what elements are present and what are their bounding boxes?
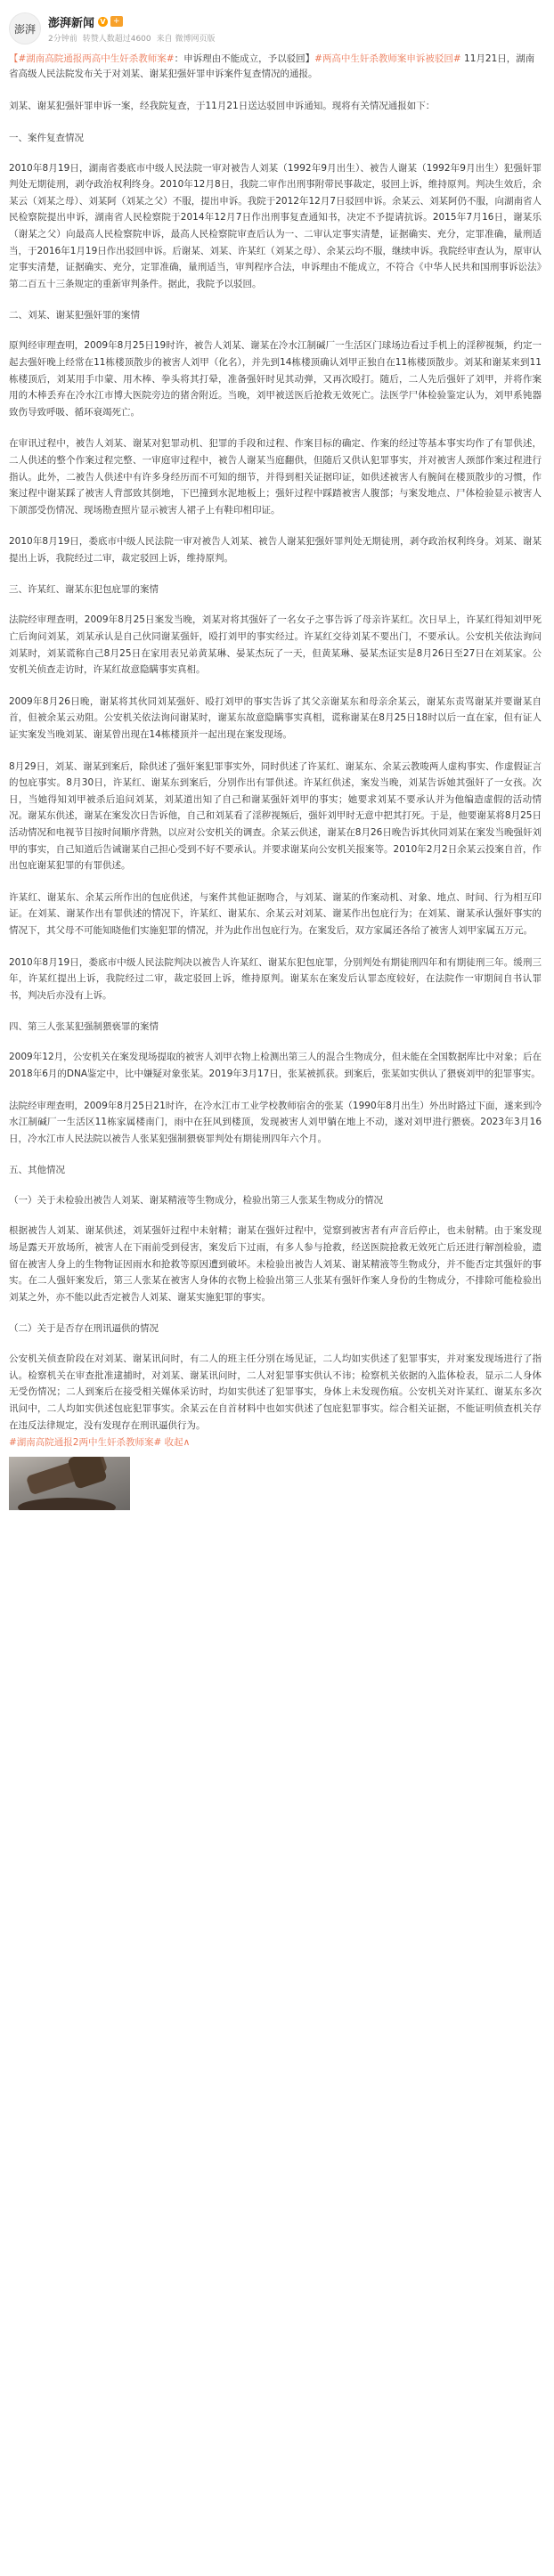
section-heading: 二、刘某、谢某犯强奸罪的案情 <box>9 310 140 321</box>
body-paragraph: 2010年8月19日，娄底市中级人民法院判决以被告人许某红、谢某东犯包庇罪，分别判处有期徒刑四年和有期徒刑三年。缓刑三年，许某红提出上诉，我院经过二审，裁定驳回上诉，维持原判。谢某东在案发后认罪态度较好，在法院作一审期间自书认罪书，判决后亦没有上诉。 <box>9 956 542 1001</box>
body-paragraph: 刘某、谢某犯强奸罪申诉一案，经我院复查，于11月21日送达驳回申诉通知。现将有关情况通报如下： <box>9 101 436 111</box>
post-meta <box>48 32 216 44</box>
section-heading: 五、其他情况 <box>9 1165 65 1176</box>
gavel-base-shape <box>18 1498 116 1510</box>
post-image[interactable] <box>9 1457 130 1510</box>
hashtag-link[interactable]: 【#湖南高院通报两高中生奸杀教师案# <box>9 53 175 64</box>
section-heading: 一、案件复查情况 <box>9 132 84 143</box>
body-paragraph: 2010年8月19日，娄底市中级人民法院一审对被告人刘某、被告人谢某犯强奸罪判处无期徒刑，剥夺政治权利终身。刘某、谢某提出上诉，我院经过二审，裁定驳回上诉，维持原判。 <box>9 536 542 564</box>
post-header <box>9 0 542 48</box>
body-paragraph: 2009年12月，公安机关在案发现场提取的被害人刘甲衣物上检测出第三人的混合生物成分，但未能在全国数据库比中对象；后在2018年6月的DNA鉴定中，比中嫌疑对象张某。2019年3月17日，张某被抓获。到案后，张某如实供认了猥亵刘甲的犯罪事实。 <box>9 1052 542 1079</box>
body-paragraph: 8月29日，刘某、谢某到案后，除供述了强奸案犯罪事实外，同时供述了许某红、谢某东、余某云教唆两人虚构事实、作虚假证言的包庇事实。8月30日，许某红、谢某东到案后，分别作出有罪供述。许某红供述，案发当晚，刘某告诉她其强奸了一女孩。次日，当她得知刘甲被杀后追问刘某，刘某道出知了自己和谢某强奸刘甲的事实；她要求刘某不要承认并为他编造虚假的活动情况。谢某东供述，谢某在案发次日告诉他，自己和刘某看了淫秽视频后，强奸刘甲时无意中把其打死。于是，他要谢某将8月25日活动情况和电视节目按时间顺序背熟，以应对公安机关的调查。余某云供述，谢某在8月26日晚告诉其伙同刘某在案发当晚强奸刘甲的事实，自己知道后告诫谢某自己担心受到不好不要承认。并要求谢某向公安机关报案等。2010年2月2日余某云投案自首，作出包庇谢某犯罪的有罪供述。 <box>9 760 542 872</box>
collapse-button[interactable]: 收起∧ <box>164 1437 191 1449</box>
verified-icon: V <box>98 17 108 27</box>
member-icon: + <box>110 16 123 27</box>
body-paragraph: 2009年8月26日晚，谢某将其伙同刘某强奸、殴打刘甲的事实告诉了其父亲谢某东和母亲余某云，谢某东责骂谢某并要谢某自首，但被余某云劝阻。公安机关依法询问谢某时，谢某东故意隐瞒事实真相，谎称谢某在8月25日18时以后一直在家，但有证人证实案发当晚刘某、谢某曾出现在14栋楼顶并一起出现在案发现场。 <box>9 695 542 741</box>
hashtag-link-footer[interactable]: #湖南高院通报2两中生奸杀教师案# <box>9 1437 162 1449</box>
section-heading: 四、第三人张某犯强制猥亵罪的案情 <box>9 1021 159 1033</box>
body-paragraph: 原判经审理查明，2009年8月25日19时许，被告人刘某、谢某在冷水江制碱厂一生活区门球场边看过手机上的淫秽视频，约定一起去强奸晚上经常在11栋楼顶散步的被害人刘甲（化名），并先到14栋楼顶确认刘甲正独自在11栋楼顶散步。刘某和谢某来到11栋楼顶后，刘某用手巾蒙、用木棒、拳头将其打晕，准备强奸时见其动弹，又再次殴打。随后，二人先后强奸了刘甲，并将作案用的木棒丢弃在冷水江市博大医院旁边的猪舍附近。当晚，刘甲被送医后抢救无效死亡。法医学尸体检验鉴定认为，刘甲系钝器致伤导致呼吸、循环衰竭死亡。 <box>9 340 542 418</box>
body-paragraph: 公安机关侦查阶段在对刘某、谢某讯问时，有二人的班主任分别在场见证，二人均如实供述了犯罪事实，并对案发现场进行了指认。检察机关在审查批准逮捕时，对刘某、谢某讯问时，二人对犯罪事实供认不讳；检察机关依据的入监体检表，显示二人身体无受伤情况；二人到案后在接受相关媒体采访时，均如实供述了犯罪事实，身体上未发现伤痕。公安机关对许某红、谢某东多次讯问中，二人均如实供述包庇犯罪事实。余某云在自首材料中也如实供述了包庇犯罪事实。综合相关证据，不能证明侦查机关存在违反法律规定，没有发现存在刑讯逼供行为。 <box>9 1353 542 1431</box>
gavel-head-shape <box>67 1457 107 1490</box>
body-paragraph: 2010年8月19日，湖南省娄底市中级人民法院一审对被告人刘某（1992年9月出生）、被告人谢某（1992年9月出生）犯强奸罪判处无期徒刑，剥夺政治权利终身。2010年12月8日，我院二审作出刑事附带民事裁定，驳回上诉，维持原判。判决生效后，余某云（刘某之母）、刘某阿（刘某之父）不服，提出申诉。我院于2012年12月7日驳回申诉。余某云、刘某阿仍不服，向湖南省人民检察院提出申诉，湖南省人民检察院于2014年12月7日作出刑事复查通知书，决定不予提请抗诉。2015年7月16日，谢某乐（谢某之父）向最高人民检察院申诉，最高人民检察院审查后认为一、二审认定事实清楚，证据确实、充分，定罪准确，量刑适当，于2016年1月19日作出驳回申诉。后谢某、刘某、许某红（刘某之母）、余某云均不服，继续申诉。我院经审查认为，原审认定事实清楚，证据确实、充分，定罪准确，量刑适当，审判程序合法，申诉理由不能成立，不符合《中华人民共和国刑事诉讼法》第二百五十三条规定的重新审判条件。据此，我院予以驳回。 <box>9 162 542 289</box>
body-paragraph: 许某红、谢某东、余某云所作出的包庇供述，与案件其他证据吻合，与刘某、谢某的作案动机、对象、地点、时间、行为相互印证。在刘某、谢某作出有罪供述的情况下，许某红、谢某东、余某云对刘某、谢某作出包庇行为；在刘某、谢某承认强奸事实的情况下，其父母不可能知晓他们实施犯罪的情况，并为此作出包庇行为。在案发后，双方家属还各给了被害人刘甲家属五万元。 <box>9 891 542 936</box>
intro-text: ：申诉理由不能成立，予以驳回】 <box>174 53 315 64</box>
body-paragraph: 法院经审理查明，2009年8月25日案发当晚，刘某对将其强奸了一名女子之事告诉了母亲许某红。次日早上，许某红得知刘甲死亡后询问刘某，刘某承认是自己伙同谢某强奸，殴打刘甲的事实经过。许某红交待刘某不要出门，不要承认。公安机关依法询问刘某时，刘某谎称自己8月25日在家用表兄弟黄某琳、晏某杰玩了一天，但黄某琳、晏某杰证实是8月26日至27日在刘某家。公安机关侦查走访时，许某红故意隐瞒事实真相。 <box>9 614 542 676</box>
section-heading: 三、许某红、谢某东犯包庇罪的案情 <box>9 584 159 596</box>
hashtag-link-2[interactable]: #两高中生奸杀教师案申诉被驳回# <box>314 53 461 64</box>
intro-text-2: 11月21日，湖南省高级人民法院发布关于对刘某、谢某犯强奸罪申诉案件复查情况的通报。 <box>9 53 535 79</box>
post-intro <box>9 52 542 82</box>
body-paragraph: 法院经审理查明，2009年8月25日21时许，在冷水江市工业学校教师宿舍的张某（1990年8月出生）外出时路过下面，遂来到冷水江制碱厂一生活区11栋家属楼南门，雨中在狂风到楼顶，发现被害人刘甲躺在地上不动，遂对刘甲进行猥亵。2023年3月16日，冷水江市人民法院以被告人张某犯强制猥亵罪判处有期徒刑四年六个月。 <box>9 1100 542 1144</box>
post-source: 来自 微博网页版 <box>156 35 216 44</box>
body-paragraph: 根据被告人刘某、谢某供述，刘某强奸过程中未射精；谢某在强奸过程中，觉察到被害者有声音后停止，也未射精。由于案发现场是露天开放场所，被害人在下雨前受到侵害，案发后下过雨，有多人参与抢救，经送医院抢救无效死亡后还进行解剖检验，遗留在被害人身上的生物物证因雨水和抢救等原因遭到破坏。未检验出被告人刘某、谢某精液等生物成分，并不能否定其强奸的事实。在二人强奸案发后，第三人张某在被害人身体的衣物上检验出第三人张某有强奸作案人身份的生物成分，不排除可能检验出刘某之外，亦不能以此否定被告人刘某、谢某实施犯罪的事实。 <box>9 1225 542 1303</box>
section-heading: （二）关于是否存在刑讯逼供的情况 <box>9 1323 159 1335</box>
post-footer <box>9 1434 542 1451</box>
author-row <box>48 13 216 29</box>
author-avatar[interactable]: 澎湃 <box>9 12 41 45</box>
body-paragraph: 在审讯过程中，被告人刘某、谢某对犯罪动机、犯罪的手段和过程、作案目标的确定、作案的经过等基本事实均作了有罪供述，二人供述的整个作案过程完整、一审庭审过程中，被告人谢某当庭翻供，但随后又供认犯罪事实，并对被害人颈部作案过程进行指认。此外，二被告人供述中有许多身经历而不可知的细节，并得到相关证据印证，如供述被害人有腕间在楼顶散步的习惯，作案过程中谢某踩了被害人背部致其倒地，下巴撞到水泥地板上；强奸过程中踩踏被害人腹部；与案发地点、尸体检验显示被害人下颌部受伤情况、现场勘查照片显示被害人裙子上有鞋印相印证。 <box>9 438 542 516</box>
section-heading: （一）关于未检验出被告人刘某、谢某精液等生物成分，检验出第三人张某生物成分的情况 <box>9 1195 383 1207</box>
author-name[interactable]: 澎湃新闻 <box>48 16 95 30</box>
post-reposts: 转赞人数超过4600 <box>82 35 151 44</box>
post-body <box>9 98 542 1434</box>
post-time[interactable]: 2分钟前 <box>48 35 77 44</box>
author-info <box>48 13 216 44</box>
